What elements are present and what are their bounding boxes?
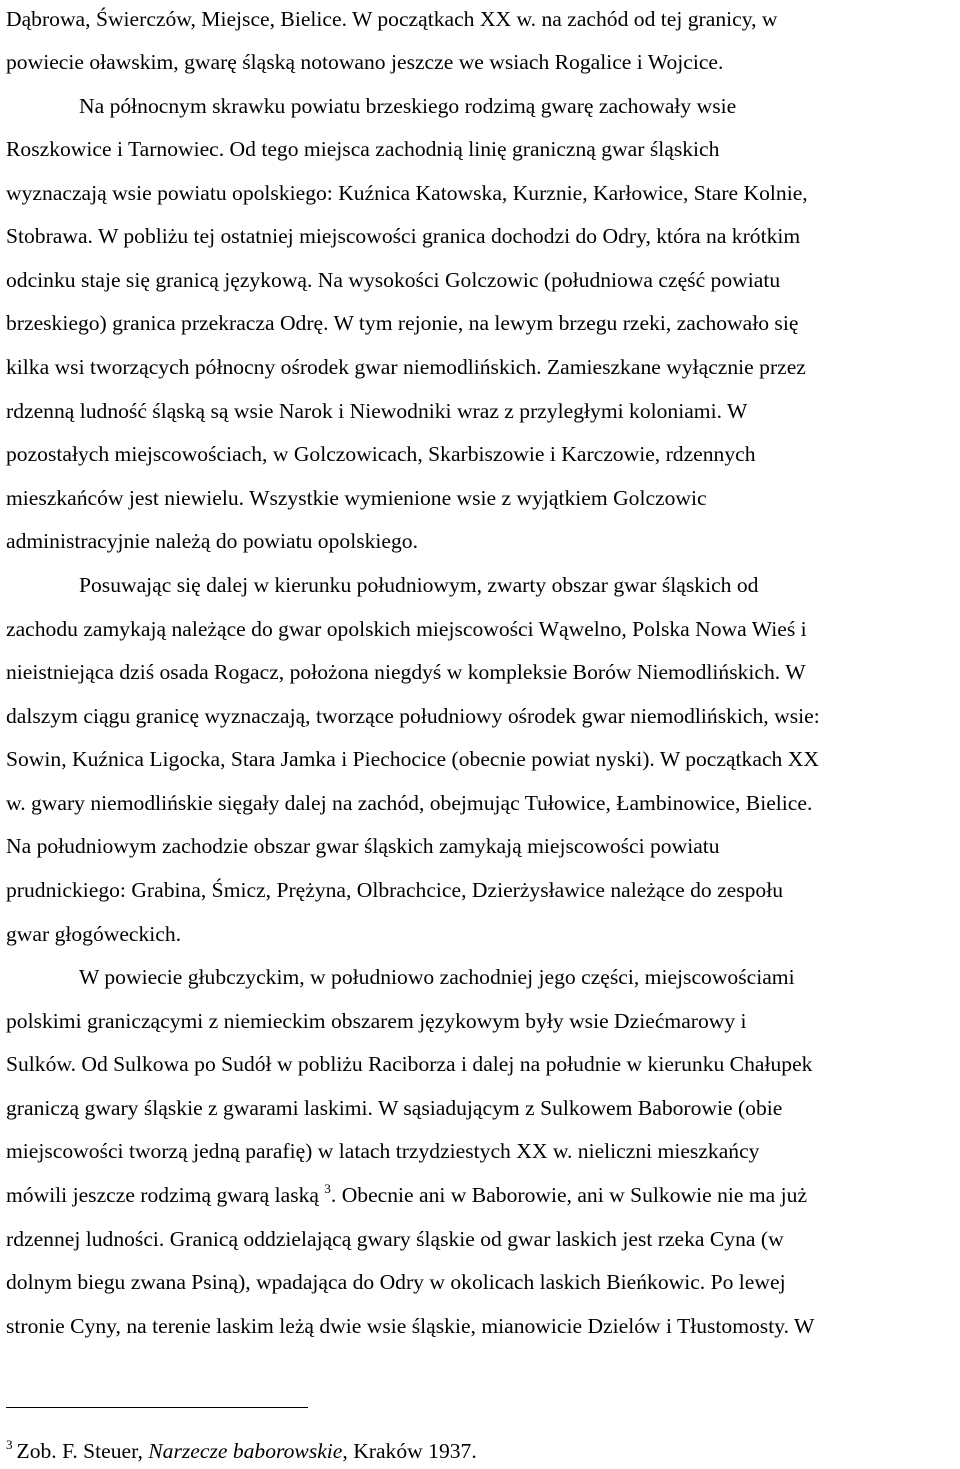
text-line: W powiecie głubczyckim, w południowo zachodniej jego części, miejscowościami xyxy=(79,965,795,989)
text-line: Na północnym skrawku powiatu brzeskiego rodzimą gwarę zachowały wsie xyxy=(79,94,737,118)
text-line: nieistniejąca dziś osada Rogacz, położona niegdyś w kompleksie Borów Niemodlińskich. W xyxy=(6,660,806,684)
footnote-title: Narzecze baborowskie xyxy=(148,1439,343,1463)
text-line: Na południowym zachodzie obszar gwar śląskich zamykają miejscowości powiatu xyxy=(6,834,720,858)
text-line: rdzenną ludność śląską są wsie Narok i Niewodniki wraz z przyległymi koloniami. W xyxy=(6,399,748,423)
footnote-mark: 3 xyxy=(6,1437,13,1452)
text-line: Stobrawa. W pobliżu tej ostatniej miejscowości granica dochodzi do Odry, która na krótkim xyxy=(6,224,801,248)
text-line: stronie Cyny, na terenie laskim leżą dwie wsie śląskie, mianowicie Dzielów i Tłustomosty. W xyxy=(6,1314,815,1338)
text-line: brzeskiego) granica przekracza Odrę. W tym rejonie, na lewym brzegu rzeki, zachowało się xyxy=(6,311,799,335)
text-line: powiecie oławskim, gwarę śląską notowano jeszcze we wsiach Rogalice i Wojcice. xyxy=(6,50,724,74)
text-segment: . Obecnie ani w Baborowie, ani w Sulkowie nie ma już xyxy=(330,1183,808,1207)
text-line-with-footnote-ref xyxy=(6,1180,807,1210)
footnote-prefix: Zob. F. Steuer, xyxy=(16,1439,149,1463)
text-line: odcinku staje się granicą językową. Na wysokości Golczowic (południowa część powiatu xyxy=(6,268,781,292)
text-line: Sulków. Od Sulkowa po Sudół w pobliżu Raciborza i dalej na południe w kierunku Chałupek xyxy=(6,1052,813,1076)
text-line: wyznaczają wsie powiatu opolskiego: Kuźnica Katowska, Kurznie, Karłowice, Stare Kolnie, xyxy=(6,181,808,205)
footnote-suffix: , Kraków 1937. xyxy=(342,1439,477,1463)
footnote xyxy=(6,1436,477,1466)
footnote-separator xyxy=(6,1407,308,1408)
text-line: pozostałych miejscowościach, w Golczowicach, Skarbiszowie i Karczowie, rdzennych xyxy=(6,442,756,466)
text-line: administracyjnie należą do powiatu opolskiego. xyxy=(6,529,418,553)
text-line: Sowin, Kuźnica Ligocka, Stara Jamka i Piechocice (obecnie powiat nyski). W początkach XX xyxy=(6,747,819,771)
text-line: kilka wsi tworzących północny ośrodek gwar niemodlińskich. Zamieszkane wyłącznie przez xyxy=(6,355,806,379)
text-line: gwar głogóweckich. xyxy=(6,922,182,946)
text-line: mieszkańców jest niewielu. Wszystkie wymienione wsie z wyjątkiem Golczowic xyxy=(6,486,707,510)
text-line: zachodu zamykają należące do gwar opolskich miejscowości Wąwelno, Polska Nowa Wieś i xyxy=(6,617,807,641)
text-line: w. gwary niemodlińskie sięgały dalej na zachód, obejmując Tułowice, Łambinowice, Bielice. xyxy=(6,791,813,815)
footnote-reference[interactable]: 3 xyxy=(324,1181,331,1196)
text-line: miejscowości tworzą jedną parafię) w latach trzydziestych XX w. nieliczni mieszkańcy xyxy=(6,1139,760,1163)
text-line: polskimi graniczącymi z niemieckim obszarem językowym były wsie Dziećmarowy i xyxy=(6,1009,747,1033)
text-line: rdzennej ludności. Granicą oddzielającą gwary śląskie od gwar laskich jest rzeka Cyna (w xyxy=(6,1227,784,1251)
text-line: dalszym ciągu granicę wyznaczają, tworzące południowy ośrodek gwar niemodlińskich, wsie: xyxy=(6,704,820,728)
text-line: Roszkowice i Tarnowiec. Od tego miejsca zachodnią linię graniczną gwar śląskich xyxy=(6,137,720,161)
text-line: graniczą gwary śląskie z gwarami laskimi. W sąsiadującym z Sulkowem Baborowie (obie xyxy=(6,1096,783,1120)
text-line: prudnickiego: Grabina, Śmicz, Prężyna, Olbrachcice, Dzierżysławice należące do zespołu xyxy=(6,878,784,902)
text-line: Posuwając się dalej w kierunku południowym, zwarty obszar gwar śląskich od xyxy=(79,573,759,597)
text-line: Dąbrowa, Świerczów, Miejsce, Bielice. W początkach XX w. na zachód od tej granicy, w xyxy=(6,7,778,31)
text-segment: mówili jeszcze rodzimą gwarą laską xyxy=(6,1183,319,1207)
text-line: dolnym biegu zwana Psiną), wpadająca do Odry w okolicach laskich Bieńkowic. Po lewej xyxy=(6,1270,786,1294)
